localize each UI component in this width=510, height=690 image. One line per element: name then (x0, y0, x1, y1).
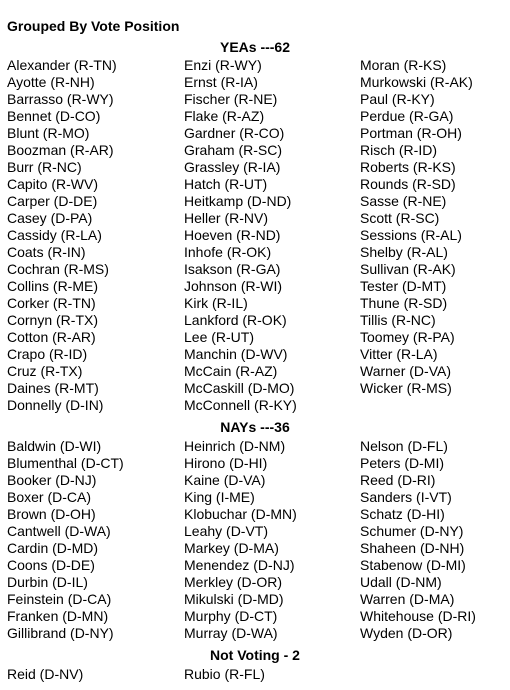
not-voting-column-1 (7, 666, 83, 683)
senator-name: Cotton (R-AR) (7, 329, 96, 345)
senator-name: Bennet (D-CO) (7, 108, 101, 124)
senator-name: Wicker (R-MS) (360, 380, 452, 396)
senator-name: Cassidy (R-LA) (7, 227, 102, 243)
senator-name: Heinrich (D-NM) (184, 438, 286, 454)
yeas-column-1 (7, 57, 117, 414)
senator-name: Feinstein (D-CA) (7, 591, 112, 607)
senator-name: Shaheen (D-NH) (360, 540, 465, 556)
senator-name: Perdue (R-GA) (360, 108, 454, 124)
senator-name: Markey (D-MA) (184, 540, 279, 556)
senator-name: Murray (D-WA) (184, 625, 278, 641)
senator-name: Murkowski (R-AK) (360, 74, 473, 90)
senator-name: Gillibrand (D-NY) (7, 625, 114, 641)
senator-name: Hatch (R-UT) (184, 176, 268, 192)
senator-name: Tester (D-MT) (360, 278, 447, 294)
senator-name: Heller (R-NV) (184, 210, 268, 226)
not-voting-column-2 (184, 666, 265, 683)
senator-name: Ernst (R-IA) (184, 74, 258, 90)
senator-name: Ayotte (R-NH) (7, 74, 95, 90)
senator-name: Barrasso (R-WY) (7, 91, 114, 107)
nays-column-1 (7, 438, 124, 642)
page-title: Grouped By Vote Position (7, 18, 180, 34)
senator-name: Reid (D-NV) (7, 666, 84, 682)
senator-name: Blunt (R-MO) (7, 125, 90, 141)
senator-name: Coats (R-IN) (7, 244, 86, 260)
senator-name: McConnell (R-KY) (184, 397, 297, 413)
senator-name: Cochran (R-MS) (7, 261, 109, 277)
senator-name: Manchin (D-WV) (184, 346, 288, 362)
senator-name: Schatz (D-HI) (360, 506, 445, 522)
senator-name: Toomey (R-PA) (360, 329, 455, 345)
senator-name: Carper (D-DE) (7, 193, 98, 209)
senator-name: Rubio (R-FL) (184, 666, 265, 682)
senator-name: Cornyn (R-TX) (7, 312, 99, 328)
senator-name: Burr (R-NC) (7, 159, 82, 175)
senator-name: Casey (D-PA) (7, 210, 93, 226)
senator-name: Thune (R-SD) (360, 295, 448, 311)
senator-name: Sanders (I-VT) (360, 489, 452, 505)
senator-name: Coons (D-DE) (7, 557, 95, 573)
senator-name: Klobuchar (D-MN) (184, 506, 297, 522)
section-heading-nays: NAYs ---36 (220, 419, 290, 435)
senator-name: Boxer (D-CA) (7, 489, 92, 505)
senator-name: Gardner (R-CO) (184, 125, 285, 141)
senator-name: Schumer (D-NY) (360, 523, 464, 539)
senator-name: Inhofe (R-OK) (184, 244, 272, 260)
senator-name: Roberts (R-KS) (360, 159, 456, 175)
senator-name: Brown (D-OH) (7, 506, 96, 522)
senator-name: Sessions (R-AL) (360, 227, 462, 243)
senator-name: Hoeven (R-ND) (184, 227, 281, 243)
senator-name: Merkley (D-OR) (184, 574, 282, 590)
senator-name: Portman (R-OH) (360, 125, 462, 141)
nays-column-3 (360, 438, 476, 642)
senator-name: Leahy (D-VT) (184, 523, 269, 539)
senator-name: Wyden (D-OR) (360, 625, 453, 641)
senator-name: Peters (D-MI) (360, 455, 444, 471)
senator-name: Sasse (R-NE) (360, 193, 447, 209)
senator-name: Paul (R-KY) (360, 91, 435, 107)
senator-name: McCain (R-AZ) (184, 363, 278, 379)
senator-name: Johnson (R-WI) (184, 278, 283, 294)
senator-name: Collins (R-ME) (7, 278, 98, 294)
senator-name: McCaskill (D-MO) (184, 380, 295, 396)
senator-name: Sullivan (R-AK) (360, 261, 456, 277)
senator-name: Hirono (D-HI) (184, 455, 268, 471)
senator-name: Murphy (D-CT) (184, 608, 278, 624)
senator-name: Reed (D-RI) (360, 472, 436, 488)
senator-name: Scott (R-SC) (360, 210, 440, 226)
senator-name: Graham (R-SC) (184, 142, 283, 158)
senator-name: Nelson (D-FL) (360, 438, 448, 454)
senator-name: Boozman (R-AR) (7, 142, 114, 158)
senator-name: Kirk (R-IL) (184, 295, 248, 311)
senator-name: Capito (R-WV) (7, 176, 99, 192)
senator-name: Baldwin (D-WI) (7, 438, 102, 454)
senator-name: Stabenow (D-MI) (360, 557, 466, 573)
senator-name: Franken (D-MN) (7, 608, 109, 624)
senator-name: Lankford (R-OK) (184, 312, 287, 328)
section-heading-not-voting: Not Voting - 2 (210, 647, 300, 663)
senator-name: Corker (R-TN) (7, 295, 96, 311)
senator-name: Durbin (D-IL) (7, 574, 88, 590)
senator-name: Kaine (D-VA) (184, 472, 266, 488)
senator-name: Heitkamp (D-ND) (184, 193, 292, 209)
senator-name: Udall (D-NM) (360, 574, 442, 590)
senator-name: Rounds (R-SD) (360, 176, 456, 192)
senator-name: Isakson (R-GA) (184, 261, 281, 277)
senator-name: Cantwell (D-WA) (7, 523, 111, 539)
senator-name: Whitehouse (D-RI) (360, 608, 476, 624)
senator-name: Fischer (R-NE) (184, 91, 278, 107)
yeas-column-3 (360, 57, 473, 397)
senator-name: Vitter (R-LA) (360, 346, 438, 362)
senator-name: Warren (D-MA) (360, 591, 455, 607)
senator-name: Lee (R-UT) (184, 329, 255, 345)
section-heading-yeas: YEAs ---62 (219, 39, 291, 55)
yeas-column-2 (184, 57, 297, 414)
senator-name: Moran (R-KS) (360, 57, 447, 73)
senator-name: Tillis (R-NC) (360, 312, 436, 328)
senator-name: Blumenthal (D-CT) (7, 455, 124, 471)
senator-name: Cruz (R-TX) (7, 363, 83, 379)
senator-name: King (I-ME) (184, 489, 255, 505)
senator-name: Shelby (R-AL) (360, 244, 448, 260)
senator-name: Enzi (R-WY) (184, 57, 262, 73)
senator-name: Crapo (R-ID) (7, 346, 88, 362)
senator-name: Daines (R-MT) (7, 380, 99, 396)
senator-name: Risch (R-ID) (360, 142, 437, 158)
nays-column-2 (184, 438, 297, 642)
senator-name: Mikulski (D-MD) (184, 591, 284, 607)
senator-name: Cardin (D-MD) (7, 540, 98, 556)
senator-name: Flake (R-AZ) (184, 108, 265, 124)
senator-name: Alexander (R-TN) (7, 57, 117, 73)
senator-name: Warner (D-VA) (360, 363, 451, 379)
senator-name: Grassley (R-IA) (184, 159, 281, 175)
senator-name: Donnelly (D-IN) (7, 397, 104, 413)
senator-name: Booker (D-NJ) (7, 472, 97, 488)
senator-name: Menendez (D-NJ) (184, 557, 295, 573)
